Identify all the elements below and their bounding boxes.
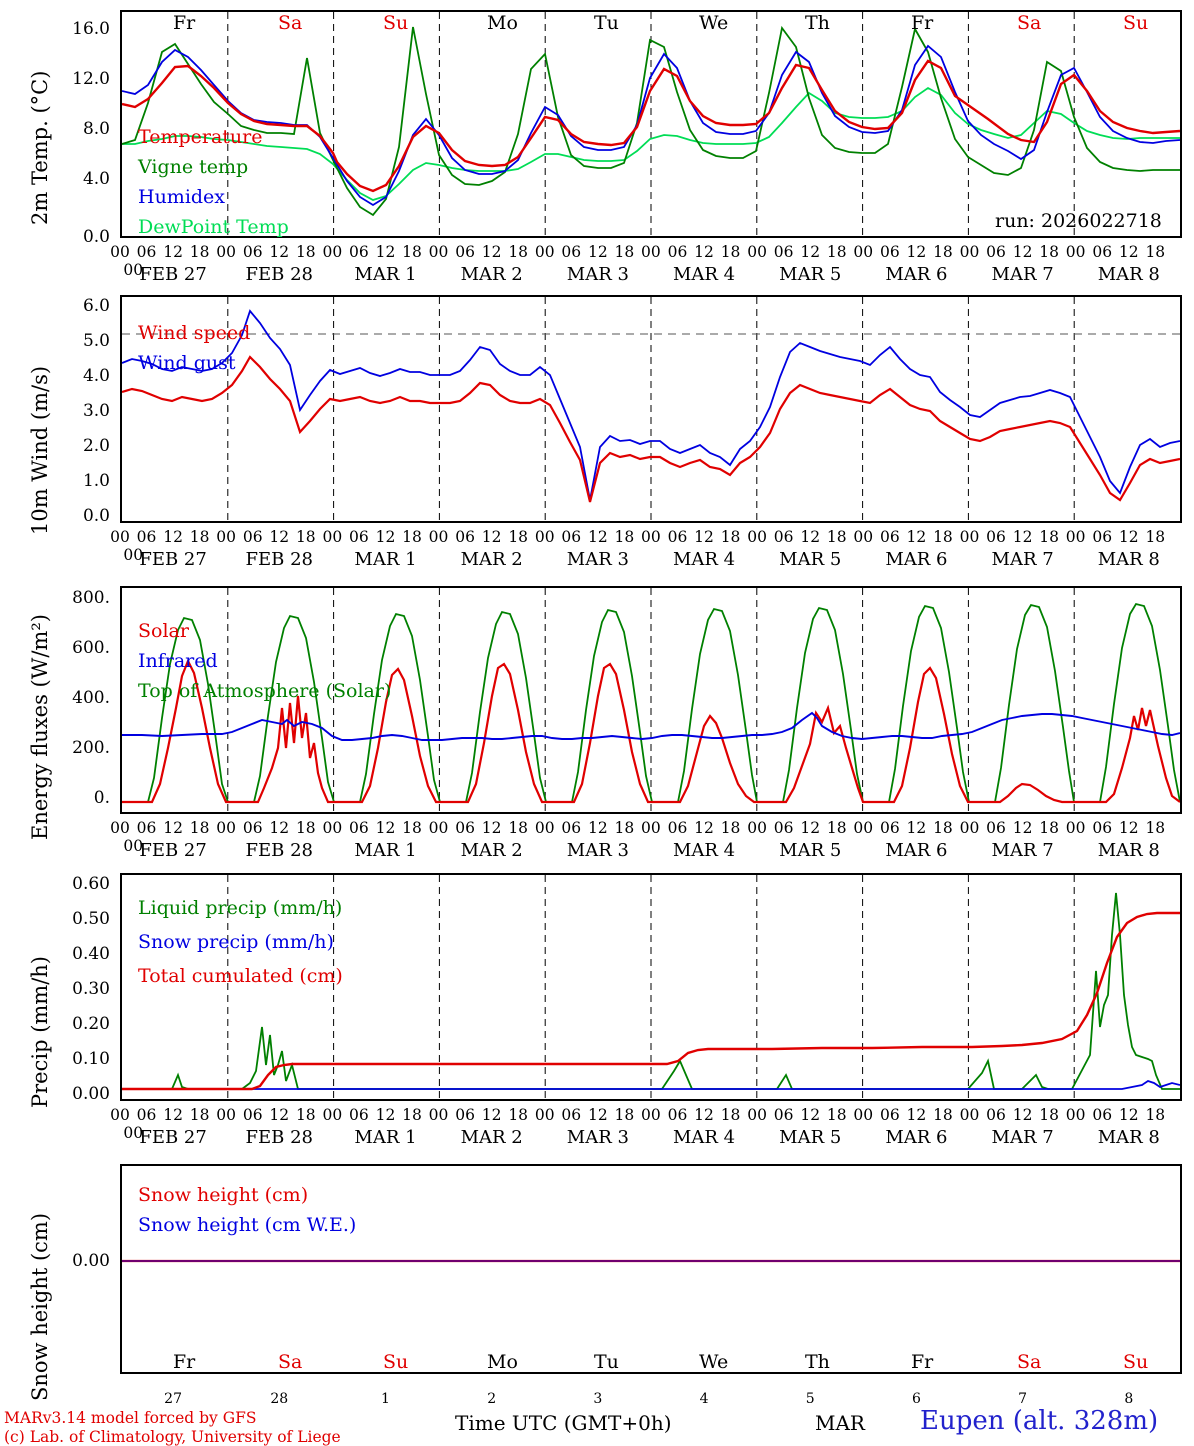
ytick: 4.0 — [82, 366, 110, 386]
ytick: 1.0 — [82, 471, 110, 491]
ytick: 200. — [72, 738, 110, 758]
ytick: 8.0 — [82, 119, 110, 139]
footer-model: MARv3.14 model forced by GFS — [4, 1409, 257, 1427]
legend-snow-precip: Snow precip (mm/h) — [138, 931, 334, 953]
day-header: Sa — [278, 12, 303, 34]
ytick: 0.40 — [72, 944, 110, 964]
panel-temperature-ylabel: 2m Temp. (°C) — [28, 70, 52, 225]
bottom-day-name: Sa — [1017, 1351, 1042, 1373]
ytick: 400. — [72, 688, 110, 708]
day-header: Tu — [594, 12, 619, 34]
bottom-day-name: Su — [1123, 1351, 1149, 1373]
ytick: 0.30 — [72, 979, 110, 999]
legend-humidex: Humidex — [138, 186, 226, 208]
hour-ticks-row: 00 06 12 18 00 06 12 18 00 06 12 18 00 06 12 18 00 06 12 18 00 06 12 18 00 06 12 18 00 06 12 18 00 06 12 18 00 06 12 1800 — [110, 243, 1166, 279]
hour-ticks-row: 00 06 12 18 00 06 12 18 00 06 12 18 00 06 12 18 00 06 12 18 00 06 12 18 00 06 12 18 00 06 12 18 00 06 12 18 00 06 12 1800 — [110, 528, 1166, 564]
ytick: 800. — [72, 588, 110, 608]
day-header: Su — [1123, 12, 1149, 34]
date-ticks-row: FEB 27 FEB 28 MAR 1 MAR 2 MAR 3 MAR 4 MAR 5 MAR 6 MAR 7 MAR 8 — [139, 549, 1160, 570]
legend-snow-height: Snow height (cm) — [138, 1184, 309, 1206]
ytick: 5.0 — [82, 331, 110, 351]
date-ticks-row: FEB 27 FEB 28 MAR 1 MAR 2 MAR 3 MAR 4 MAR 5 MAR 6 MAR 7 MAR 8 — [139, 1127, 1160, 1148]
ytick: 0.00 — [72, 1251, 110, 1271]
ytick: 6.0 — [82, 296, 110, 316]
legend-vigne-temp: Vigne temp — [138, 156, 249, 178]
day-header: Th — [805, 12, 830, 34]
footer-copyright: (c) Lab. of Climatology, University of Liege — [4, 1428, 341, 1446]
bottom-day-name: Th — [805, 1351, 830, 1373]
date-ticks-row: FEB 27 FEB 28 MAR 1 MAR 2 MAR 3 MAR 4 MAR 5 MAR 6 MAR 7 MAR 8 — [139, 840, 1160, 861]
ytick: 600. — [72, 638, 110, 658]
ytick: 0.0 — [82, 506, 110, 526]
ytick: 0.0 — [82, 227, 110, 247]
bottom-day-name: Mo — [487, 1351, 518, 1373]
day-header: Mo — [487, 12, 518, 34]
ytick: 0.00 — [72, 1084, 110, 1104]
legend-snow-height-we: Snow height (cm W.E.) — [138, 1214, 357, 1236]
bottom-day-name: Tu — [594, 1351, 619, 1373]
ytick: 0.10 — [72, 1049, 110, 1069]
ytick: 12.0 — [72, 69, 110, 89]
x-axis-title: Time UTC (GMT+0h) — [455, 1411, 672, 1435]
panel-energy-fluxes — [0, 578, 1194, 868]
hour-ticks-row: 00 06 12 18 00 06 12 18 00 06 12 18 00 06 12 18 00 06 12 18 00 06 12 18 00 06 12 18 00 06 12 18 00 06 12 18 00 06 12 1800 — [110, 819, 1166, 855]
panel-snow-height — [0, 1156, 1194, 1446]
bottom-day-name: Sa — [278, 1351, 303, 1373]
legend-solar: Solar — [138, 620, 189, 642]
ytick: 0.20 — [72, 1014, 110, 1034]
temperature-plot — [120, 10, 1182, 238]
panel-snow-ylabel-inline: Snow height (cm) — [28, 1212, 52, 1401]
bottom-day-name: Fr — [173, 1351, 196, 1373]
ytick: 2.0 — [82, 436, 110, 456]
ytick: 0. — [93, 788, 110, 808]
legend-dewpoint: DewPoint Temp — [138, 216, 289, 238]
legend-liquid-precip: Liquid precip (mm/h) — [138, 897, 343, 919]
day-header: Su — [383, 12, 409, 34]
day-header: Sa — [1017, 12, 1042, 34]
panel-precip — [0, 868, 1194, 1156]
panel-wind — [0, 290, 1194, 578]
date-ticks-row: FEB 27 FEB 28 MAR 1 MAR 2 MAR 3 MAR 4 MAR 5 MAR 6 MAR 7 MAR 8 — [139, 264, 1160, 285]
legend-total-cumulated: Total cumulated (cm) — [138, 965, 343, 987]
panel-precip-ylabel: Precip (mm/h) — [28, 955, 52, 1108]
day-header: We — [699, 12, 729, 34]
ytick: 0.60 — [72, 874, 110, 894]
legend-toa-solar: Top of Atmosphere (Solar) — [138, 680, 392, 702]
station-label: Eupen (alt. 328m) — [920, 1406, 1159, 1436]
x-axis-month: MAR — [815, 1411, 865, 1435]
wind-plot — [120, 295, 1182, 523]
legend-infrared: Infrared — [138, 650, 218, 672]
bottom-day-name: Fr — [911, 1351, 934, 1373]
bottom-day-name: We — [699, 1351, 729, 1373]
ytick: 4.0 — [82, 169, 110, 189]
hour-ticks-row: 00 06 12 18 00 06 12 18 00 06 12 18 00 06 12 18 00 06 12 18 00 06 12 18 00 06 12 18 00 06 12 18 00 06 12 18 00 06 12 1800 — [110, 1106, 1166, 1142]
legend-temperature: Temperature — [138, 126, 263, 148]
panel-temperature — [0, 0, 1194, 290]
ytick: 16.0 — [72, 19, 110, 39]
legend-wind-gust: Wind gust — [138, 352, 236, 374]
day-header: Fr — [173, 12, 196, 34]
ytick: 3.0 — [82, 401, 110, 421]
bottom-day-numbers: 27 28 1 2 3 4 5 6 7 8 — [164, 1391, 1134, 1407]
bottom-day-name: Su — [383, 1351, 409, 1373]
panel-wind-ylabel: 10m Wind (m/s) — [28, 365, 52, 535]
run-label: run: 2026022718 — [995, 210, 1162, 232]
panel-energy-ylabel: Energy fluxes (W/m²) — [28, 614, 52, 840]
legend-wind-speed: Wind speed — [138, 322, 251, 344]
day-header: Fr — [911, 12, 934, 34]
ytick: 0.50 — [72, 909, 110, 929]
